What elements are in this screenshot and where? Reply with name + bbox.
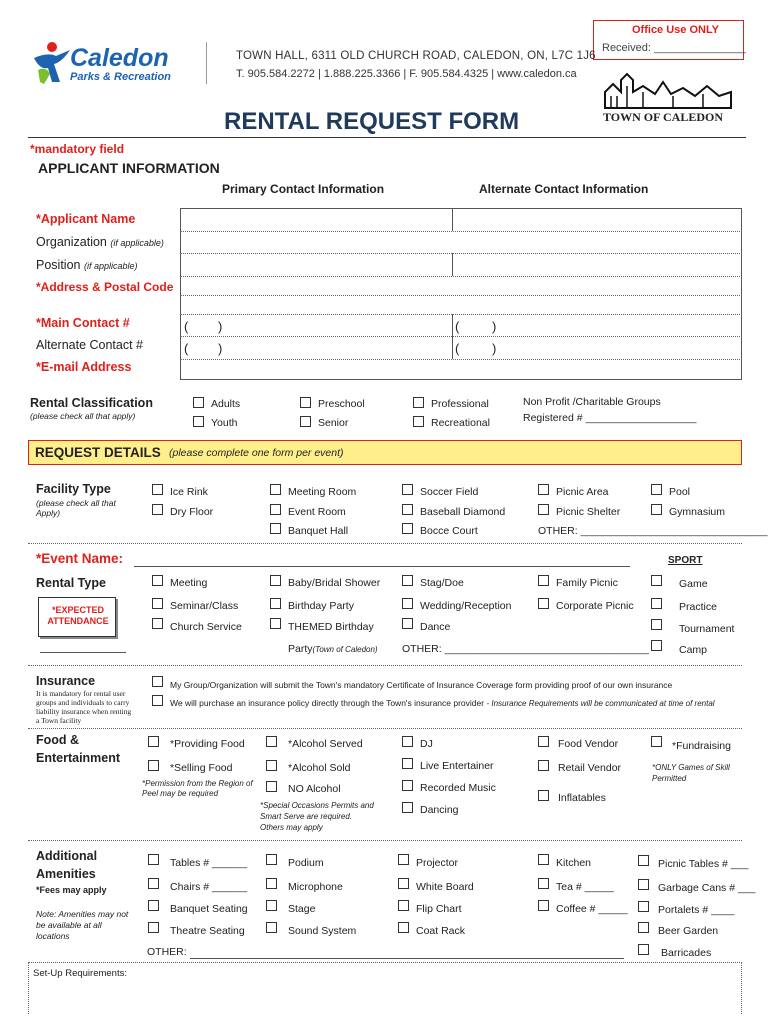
baby-shower-label: Baby/Bridal Shower xyxy=(288,577,381,589)
microphone-checkbox[interactable] xyxy=(266,878,277,889)
stage-checkbox[interactable] xyxy=(266,900,277,911)
phone-paren: ) xyxy=(492,341,497,356)
setup-box xyxy=(28,962,742,1014)
chairs-checkbox[interactable] xyxy=(148,878,159,889)
corporate-picnic-checkbox[interactable] xyxy=(538,598,549,609)
skill-games-note: *ONLY Games of Skill Permitted xyxy=(652,763,730,783)
projector-checkbox[interactable] xyxy=(398,854,409,865)
flip-chart-checkbox[interactable] xyxy=(398,900,409,911)
sound-system-checkbox[interactable] xyxy=(266,922,277,933)
selling-food-checkbox[interactable] xyxy=(148,760,159,771)
stage-label: Stage xyxy=(288,903,316,915)
themed-birthday-label: THEMED Birthday xyxy=(288,621,374,633)
applicant-heading: APPLICANT INFORMATION xyxy=(38,160,220,176)
dry-floor-label: Dry Floor xyxy=(170,506,214,518)
barricades-label: Barricades xyxy=(661,947,712,959)
sport-heading: SPORT xyxy=(668,555,703,566)
meeting-room-checkbox[interactable] xyxy=(270,484,281,495)
themed-birthday-checkbox[interactable] xyxy=(270,618,281,629)
alcohol-served-label: *Alcohol Served xyxy=(288,738,363,750)
retail-vendor-label: Retail Vendor xyxy=(558,762,622,774)
meeting-label: Meeting xyxy=(170,577,208,589)
theatre-seating-checkbox[interactable] xyxy=(148,922,159,933)
grid-row-line xyxy=(180,359,742,360)
expected-attendance-label: *EXPECTED ATTENDANCE xyxy=(47,605,109,626)
dancing-checkbox[interactable] xyxy=(402,802,413,813)
grid-row-line xyxy=(180,276,742,277)
classification-note: (please check all that apply) xyxy=(30,411,136,421)
senior-label: Senior xyxy=(318,417,349,429)
permission-note: *Permission from the Region of Peel may be required xyxy=(142,779,253,798)
attendance-field[interactable] xyxy=(40,652,126,653)
primary-contact-heading: Primary Contact Information xyxy=(222,182,385,196)
no-alcohol-checkbox[interactable] xyxy=(266,781,277,792)
grid-row-line xyxy=(180,253,742,254)
recorded-music-label: Recorded Music xyxy=(420,782,496,794)
form-title: RENTAL REQUEST FORM xyxy=(224,108,520,135)
banquet-hall-label: Banquet Hall xyxy=(288,525,349,537)
organization-label: Organization (if applicable) xyxy=(36,235,164,249)
applicant-grid xyxy=(180,208,742,380)
facility-type-note: (please check all that Apply) xyxy=(36,498,116,518)
alcohol-served-checkbox[interactable] xyxy=(266,736,277,747)
youth-label: Youth xyxy=(211,417,238,429)
alcohol-sold-label: *Alcohol Sold xyxy=(288,762,351,774)
grid-row-line xyxy=(180,231,742,232)
mandatory-note: *mandatory field xyxy=(30,142,125,156)
tea-checkbox[interactable] xyxy=(538,878,549,889)
garbage-cans-checkbox[interactable] xyxy=(638,879,649,890)
family-picnic-label: Family Picnic xyxy=(556,577,618,589)
received-field[interactable]: Received: _______________ xyxy=(602,42,746,54)
tables-checkbox[interactable] xyxy=(148,854,159,865)
chairs-field[interactable]: Chairs # ______ xyxy=(170,881,248,893)
facility-type-label: Facility Type xyxy=(36,482,111,496)
kitchen-label: Kitchen xyxy=(556,857,592,869)
title-rule xyxy=(28,137,746,138)
camp-label: Camp xyxy=(679,644,708,656)
wedding-label: Wedding/Reception xyxy=(420,600,512,612)
stag-label: Stag/Doe xyxy=(420,577,464,589)
inflatables-label: Inflatables xyxy=(558,792,606,804)
main-contact-label: *Main Contact # xyxy=(36,316,130,330)
gymnasium-label: Gymnasium xyxy=(669,506,726,518)
rental-type-label: Rental Type xyxy=(36,576,106,590)
phone-paren: ( xyxy=(455,319,460,334)
town-insurance-checkbox[interactable] xyxy=(152,695,163,706)
birthday-label: Birthday Party xyxy=(288,600,354,612)
logo-name: Caledon xyxy=(70,44,169,72)
event-name-label: *Event Name: xyxy=(36,551,124,566)
meeting-room-label: Meeting Room xyxy=(288,486,357,498)
recreational-checkbox[interactable] xyxy=(413,416,424,427)
flip-chart-label: Flip Chart xyxy=(416,903,462,915)
baby-shower-checkbox[interactable] xyxy=(270,575,281,586)
coffee-checkbox[interactable] xyxy=(538,900,549,911)
recreational-label: Recreational xyxy=(431,417,490,429)
email-label: *E-mail Address xyxy=(36,360,132,374)
pool-label: Pool xyxy=(669,486,691,498)
party-label: Party(Town of Caledon) xyxy=(288,643,378,655)
office-use-title: Office Use ONLY xyxy=(632,24,720,36)
podium-checkbox[interactable] xyxy=(266,854,277,865)
selling-food-label: *Selling Food xyxy=(170,762,233,774)
beer-garden-checkbox[interactable] xyxy=(638,922,649,933)
baseball-diamond-label: Baseball Diamond xyxy=(420,506,506,518)
phone-paren: ( xyxy=(455,341,460,356)
practice-label: Practice xyxy=(679,601,717,613)
tables-field[interactable]: Tables # ______ xyxy=(170,857,248,869)
providing-food-checkbox[interactable] xyxy=(148,736,159,747)
food-label: Food & Entertainment xyxy=(36,733,121,765)
alcohol-sold-checkbox[interactable] xyxy=(266,760,277,771)
town-name: TOWN OF CALEDON xyxy=(603,110,724,124)
game-checkbox[interactable] xyxy=(651,575,662,586)
banquet-hall-checkbox[interactable] xyxy=(270,523,281,534)
fees-note: *Fees may apply xyxy=(36,885,107,895)
church-checkbox[interactable] xyxy=(152,618,163,629)
retail-vendor-checkbox[interactable] xyxy=(538,760,549,771)
section-divider xyxy=(28,665,742,666)
picnic-shelter-label: Picnic Shelter xyxy=(556,506,621,518)
professional-checkbox[interactable] xyxy=(413,397,424,408)
game-label: Game xyxy=(679,578,708,590)
town-insurance-label: We will purchase an insurance policy directly through the Town's insurance provider - Insurance Requirements will be communicated at time of rental xyxy=(170,698,715,708)
phone-paren: ) xyxy=(218,319,223,334)
projector-label: Projector xyxy=(416,857,459,869)
camp-checkbox[interactable] xyxy=(651,640,662,651)
event-room-checkbox[interactable] xyxy=(270,504,281,515)
professional-label: Professional xyxy=(431,398,489,410)
birthday-checkbox[interactable] xyxy=(270,598,281,609)
food-vendor-label: Food Vendor xyxy=(558,738,619,750)
expected-attendance-box xyxy=(38,597,116,637)
grid-row-line xyxy=(180,314,742,315)
ice-rink-label: Ice Rink xyxy=(170,486,208,498)
event-name-field[interactable] xyxy=(134,566,630,567)
alternate-contact-heading: Alternate Contact Information xyxy=(479,182,649,196)
dancing-label: Dancing xyxy=(420,804,459,816)
registered-field[interactable]: Registered # ___________________ xyxy=(523,412,697,424)
picnic-area-label: Picnic Area xyxy=(556,486,609,498)
town-phones: T. 905.584.2272 | 1.888.225.3366 | F. 905.584.4325 | www.caledon.ca xyxy=(236,68,577,80)
recorded-music-checkbox[interactable] xyxy=(402,780,413,791)
section-divider xyxy=(28,840,742,841)
grid-row-line xyxy=(180,336,742,337)
caledon-logo-icon xyxy=(30,40,72,86)
inflatables-checkbox[interactable] xyxy=(538,790,549,801)
request-details-bar xyxy=(28,440,742,465)
baseball-diamond-checkbox[interactable] xyxy=(402,504,413,515)
live-entertainer-label: Live Entertainer xyxy=(420,760,494,772)
town-skyline-icon xyxy=(603,72,733,110)
meeting-checkbox[interactable] xyxy=(152,575,163,586)
white-board-label: White Board xyxy=(416,881,474,893)
dance-checkbox[interactable] xyxy=(402,618,413,629)
soccer-field-checkbox[interactable] xyxy=(402,484,413,495)
phone-paren: ) xyxy=(492,319,497,334)
event-other-field[interactable]: OTHER: ___________________________________ xyxy=(402,643,649,655)
white-board-checkbox[interactable] xyxy=(398,878,409,889)
practice-checkbox[interactable] xyxy=(651,598,662,609)
tournament-checkbox[interactable] xyxy=(651,619,662,630)
portalets-field[interactable]: Portalets # ____ xyxy=(658,904,735,916)
applicant-name-label: *Applicant Name xyxy=(36,212,136,226)
insurance-label: Insurance xyxy=(36,674,96,688)
grid-divider xyxy=(452,253,453,276)
special-permit-note: *Special Occasions Permits and Smart Serve are required. Others may apply xyxy=(260,801,374,832)
corporate-picnic-label: Corporate Picnic xyxy=(556,600,634,612)
preschool-label: Preschool xyxy=(318,398,365,410)
podium-label: Podium xyxy=(288,857,324,869)
garbage-cans-field[interactable]: Garbage Cans # ___ xyxy=(658,882,756,894)
header-divider xyxy=(206,42,207,84)
phone-paren: ) xyxy=(218,341,223,356)
portalets-checkbox[interactable] xyxy=(638,901,649,912)
kitchen-checkbox[interactable] xyxy=(538,854,549,865)
town-address: TOWN HALL, 6311 OLD CHURCH ROAD, CALEDON, ON, L7C 1J6 xyxy=(236,50,596,62)
beer-garden-label: Beer Garden xyxy=(658,925,719,937)
phone-paren: ( xyxy=(184,319,189,334)
event-room-label: Event Room xyxy=(288,506,346,518)
gymnasium-checkbox[interactable] xyxy=(651,504,662,515)
facility-other-field[interactable]: OTHER: ________________________________ xyxy=(538,525,768,537)
bocce-court-checkbox[interactable] xyxy=(402,523,413,534)
grid-divider xyxy=(452,208,453,231)
theatre-seating-label: Theatre Seating xyxy=(170,925,245,937)
microphone-label: Microphone xyxy=(288,881,343,893)
picnic-tables-field[interactable]: Picnic Tables # ___ xyxy=(658,858,749,870)
own-insurance-label: My Group/Organization will submit the Town's mandatory Certificate of Insurance Coverage form providing proof of our own insurance xyxy=(170,680,673,690)
dance-label: Dance xyxy=(420,621,451,633)
coffee-field[interactable]: Coffee # _____ xyxy=(556,903,628,915)
position-label: Position (if applicable) xyxy=(36,258,138,272)
own-insurance-checkbox[interactable] xyxy=(152,676,163,687)
food-vendor-checkbox[interactable] xyxy=(538,736,549,747)
phone-paren: ( xyxy=(184,341,189,356)
ice-rink-checkbox[interactable] xyxy=(152,484,163,495)
adults-checkbox[interactable] xyxy=(193,397,204,408)
wedding-checkbox[interactable] xyxy=(402,598,413,609)
amenities-other-field[interactable] xyxy=(190,958,624,959)
church-label: Church Service xyxy=(170,621,242,633)
nonprofit-label: Non Profit /Charitable Groups xyxy=(523,396,661,408)
alternate-contact-label: Alternate Contact # xyxy=(36,338,144,352)
fundraising-label: *Fundraising xyxy=(672,740,731,752)
request-note: (please complete one form per event) xyxy=(169,447,344,459)
insurance-note: It is mandatory for rental user groups and individuals to carry liability insurance when renting a Town facility xyxy=(36,689,132,725)
bocce-court-label: Bocce Court xyxy=(420,525,478,537)
adults-label: Adults xyxy=(211,398,241,410)
request-heading: REQUEST DETAILS xyxy=(35,445,161,460)
grid-row-line xyxy=(180,295,742,296)
section-divider xyxy=(28,728,742,729)
dry-floor-checkbox[interactable] xyxy=(152,504,163,515)
setup-label: Set-Up Requirements: xyxy=(33,968,127,979)
pool-checkbox[interactable] xyxy=(651,484,662,495)
barricades-checkbox[interactable] xyxy=(638,944,649,955)
amenities-label: Additional Amenities xyxy=(36,849,98,881)
banquet-seating-label: Banquet Seating xyxy=(170,903,248,915)
youth-checkbox[interactable] xyxy=(193,416,204,427)
section-divider xyxy=(28,543,742,544)
amenities-availability-note: Note: Amenities may not be available at all locations xyxy=(36,909,129,941)
dj-checkbox[interactable] xyxy=(402,736,413,747)
sound-system-label: Sound System xyxy=(288,925,357,937)
senior-checkbox[interactable] xyxy=(300,416,311,427)
live-entertainer-checkbox[interactable] xyxy=(402,758,413,769)
tea-field[interactable]: Tea # _____ xyxy=(556,881,614,893)
family-picnic-checkbox[interactable] xyxy=(538,575,549,586)
stag-checkbox[interactable] xyxy=(402,575,413,586)
picnic-tables-checkbox[interactable] xyxy=(638,855,649,866)
seminar-checkbox[interactable] xyxy=(152,598,163,609)
coat-rack-checkbox[interactable] xyxy=(398,922,409,933)
coat-rack-label: Coat Rack xyxy=(416,925,466,937)
providing-food-label: *Providing Food xyxy=(170,738,245,750)
picnic-area-checkbox[interactable] xyxy=(538,484,549,495)
tournament-label: Tournament xyxy=(679,623,735,635)
amenities-other-label: OTHER: xyxy=(147,946,187,958)
classification-label: Rental Classification xyxy=(30,396,153,410)
banquet-seating-checkbox[interactable] xyxy=(148,900,159,911)
logo-subtitle: Parks & Recreation xyxy=(70,71,171,83)
dj-label: DJ xyxy=(420,738,433,750)
address-label: *Address & Postal Code xyxy=(36,280,174,294)
office-use-box xyxy=(593,20,744,60)
soccer-field-label: Soccer Field xyxy=(420,486,479,498)
seminar-label: Seminar/Class xyxy=(170,600,239,612)
preschool-checkbox[interactable] xyxy=(300,397,311,408)
no-alcohol-label: NO Alcohol xyxy=(288,783,341,795)
fundraising-checkbox[interactable] xyxy=(651,736,662,747)
picnic-shelter-checkbox[interactable] xyxy=(538,504,549,515)
